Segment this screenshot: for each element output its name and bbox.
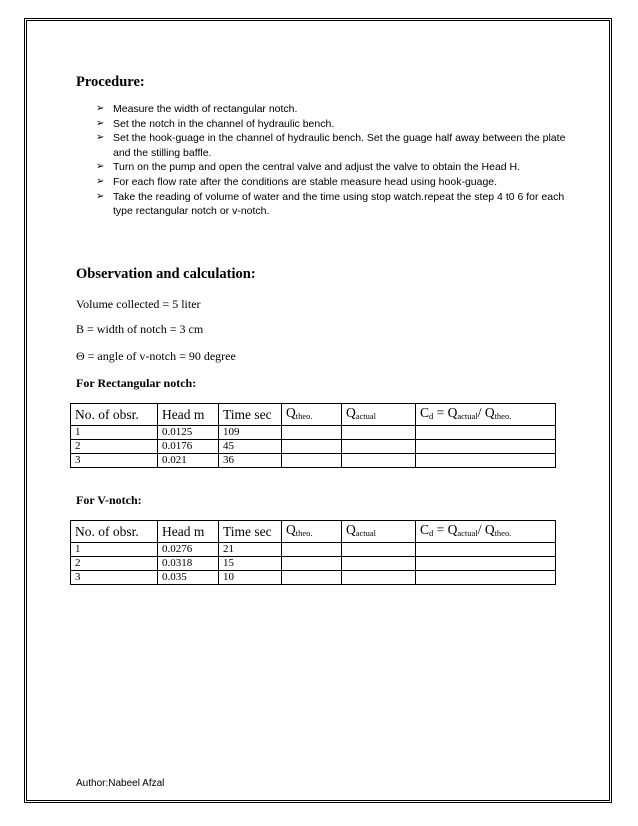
cell-obs: 2 bbox=[71, 557, 158, 571]
cell-obs: 3 bbox=[71, 571, 158, 585]
cell-time: 10 bbox=[219, 571, 282, 585]
cell-obs: 1 bbox=[71, 426, 158, 440]
arrow-bullet-icon: ➢ bbox=[96, 161, 105, 173]
vnotch-angle: Θ = angle of v-notch = 90 degree bbox=[76, 349, 236, 363]
header-q-theo: $Q_{theo.}$ bbox=[282, 521, 342, 543]
cell-q-theo bbox=[282, 454, 342, 468]
arrow-bullet-icon: ➢ bbox=[96, 117, 105, 129]
table-row bbox=[71, 454, 556, 468]
header-head: Head m bbox=[158, 404, 219, 426]
procedure-step bbox=[96, 102, 576, 117]
observation-heading: Observation and calculation: bbox=[76, 266, 256, 282]
cell-head: 0.021 bbox=[158, 454, 219, 468]
header-q-actual: $Q_{actual}$ bbox=[342, 404, 416, 426]
table-row bbox=[71, 557, 556, 571]
header-head: Head m bbox=[158, 521, 219, 543]
cell-cd bbox=[416, 543, 556, 557]
footer-author: Author:Nabeel Afzal bbox=[76, 778, 165, 789]
table-row bbox=[71, 543, 556, 557]
procedure-step bbox=[96, 190, 576, 219]
procedure-steps bbox=[96, 102, 576, 219]
cell-cd bbox=[416, 557, 556, 571]
table-row bbox=[71, 426, 556, 440]
rectangular-notch-title: For Rectangular notch: bbox=[76, 376, 197, 390]
rectangular-notch-table bbox=[70, 403, 556, 468]
header-time: Time sec bbox=[219, 521, 282, 543]
cell-obs: 1 bbox=[71, 543, 158, 557]
vnotch-title: For V-notch: bbox=[76, 493, 142, 507]
cell-time: 45 bbox=[219, 440, 282, 454]
cell-q-actual bbox=[342, 557, 416, 571]
cell-q-actual bbox=[342, 543, 416, 557]
header-q-theo: $Q_{theo.}$ bbox=[282, 404, 342, 426]
cell-time: 21 bbox=[219, 543, 282, 557]
arrow-bullet-icon: ➢ bbox=[96, 103, 105, 114]
cell-q-theo bbox=[282, 426, 342, 440]
table-header-row bbox=[71, 521, 556, 543]
vnotch-table bbox=[70, 520, 556, 585]
procedure-step-text: Turn on the pump and open the central valve and adjust the valve to obtain the Head H. bbox=[113, 161, 521, 174]
cell-head: 0.0276 bbox=[158, 543, 219, 557]
cell-time: 15 bbox=[219, 557, 282, 571]
cell-q-theo bbox=[282, 557, 342, 571]
arrow-bullet-icon: ➢ bbox=[96, 190, 105, 202]
notch-width: B = width of notch = 3 cm bbox=[76, 322, 204, 336]
cell-cd bbox=[416, 454, 556, 468]
cell-head: 0.0318 bbox=[158, 557, 219, 571]
procedure-heading: Procedure: bbox=[76, 74, 145, 90]
cell-q-actual bbox=[342, 454, 416, 468]
table-header-row bbox=[71, 404, 556, 426]
header-obs: No. of obsr. bbox=[71, 404, 158, 426]
header-cd: $C_d = Q_{actual}/$ $Q_{theo.}$ bbox=[416, 404, 556, 426]
cell-q-theo bbox=[282, 440, 342, 454]
cell-q-actual bbox=[342, 571, 416, 585]
cell-head: 0.0176 bbox=[158, 440, 219, 454]
arrow-bullet-icon: ➢ bbox=[96, 175, 105, 187]
procedure-step-text: Set the notch in the channel of hydraulic bench. bbox=[113, 117, 335, 130]
table-row bbox=[71, 571, 556, 585]
cell-q-theo bbox=[282, 543, 342, 557]
cell-cd bbox=[416, 440, 556, 454]
header-cd: $C_d = Q_{actual}/$ $Q_{theo.}$ bbox=[416, 521, 556, 543]
cell-head: 0.0125 bbox=[158, 426, 219, 440]
header-q-actual: $Q_{actual}$ bbox=[342, 521, 416, 543]
procedure-step bbox=[96, 131, 576, 160]
cell-obs: 2 bbox=[71, 440, 158, 454]
volume-collected: Volume collected = 5 liter bbox=[76, 297, 201, 311]
procedure-step bbox=[96, 175, 576, 190]
cell-time: 36 bbox=[219, 454, 282, 468]
header-time: Time sec bbox=[219, 404, 282, 426]
procedure-step bbox=[96, 160, 576, 175]
cell-time: 109 bbox=[219, 426, 282, 440]
procedure-step-text: Measure the width of rectangular notch. bbox=[113, 103, 298, 115]
cell-q-actual bbox=[342, 426, 416, 440]
cell-obs: 3 bbox=[71, 454, 158, 468]
procedure-step-text: Set the hook-guage in the channel of hydraulic bench. Set the guage half away between the plate and the stilling baffle. bbox=[113, 132, 566, 159]
cell-q-actual bbox=[342, 440, 416, 454]
procedure-step-text: For each flow rate after the conditions are stable measure head using hook-guage. bbox=[113, 175, 498, 188]
procedure-step-text: Take the reading of volume of water and the time using stop watch.repeat the step 4 t0 6 for each type rectangular notch or v-notch. bbox=[113, 190, 565, 218]
header-obs: No. of obsr. bbox=[71, 521, 158, 543]
arrow-bullet-icon: ➢ bbox=[96, 132, 105, 144]
cell-cd bbox=[416, 426, 556, 440]
table-row bbox=[71, 440, 556, 454]
cell-cd bbox=[416, 571, 556, 585]
procedure-step bbox=[96, 117, 576, 132]
cell-head: 0.035 bbox=[158, 571, 219, 585]
cell-q-theo bbox=[282, 571, 342, 585]
